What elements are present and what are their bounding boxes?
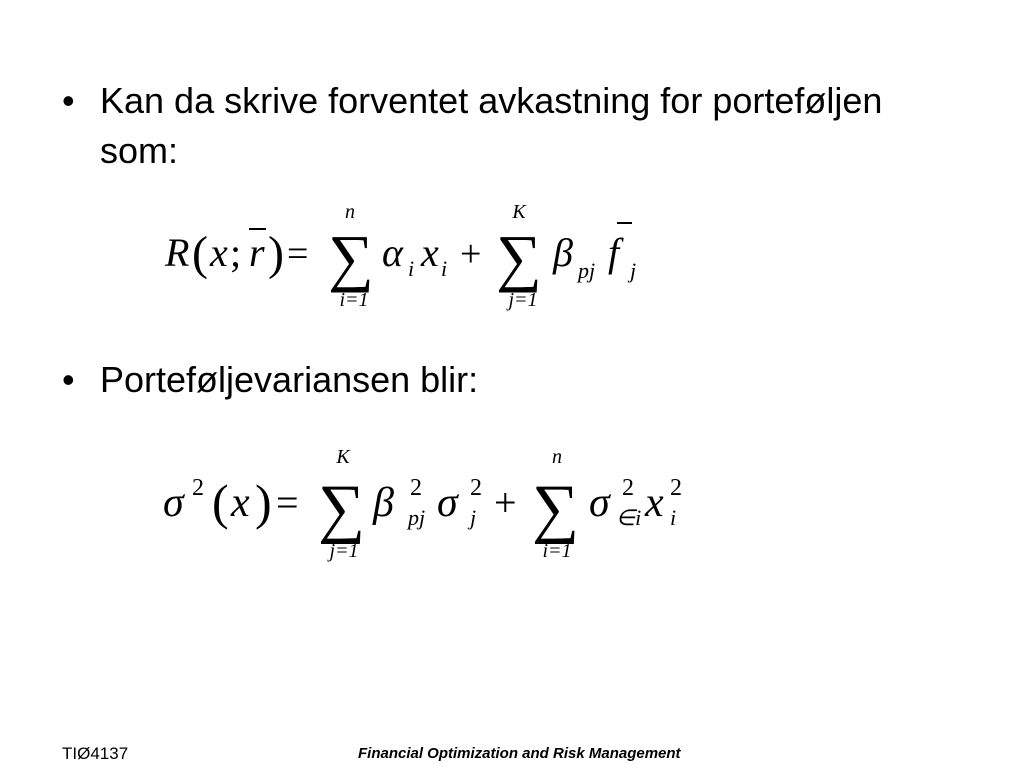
x-subscript: i — [670, 505, 677, 530]
sum-upper-limit: K — [336, 446, 350, 468]
bullet-1-line-1: Kan da skrive forventet avkastning for porteføljen — [100, 80, 883, 121]
bullet-1-line-2: som: — [100, 130, 179, 171]
svg-text:;: ; — [230, 230, 242, 275]
sum-lower-limit: j=1 — [329, 540, 359, 562]
sigma-j-superscript: 2 — [470, 475, 482, 501]
beta-superscript: 2 — [410, 475, 422, 501]
svg-text:R: R — [165, 230, 190, 275]
svg-text:=: = — [287, 233, 309, 275]
sigma-epsilon-symbol: σ — [589, 480, 610, 526]
svg-text:=: = — [276, 480, 299, 525]
sum-upper-limit: n — [552, 446, 562, 468]
svg-text:σ: σ — [163, 480, 184, 526]
footer-course-title: Financial Optimization and Risk Management — [358, 745, 681, 762]
svg-text:r: r — [249, 230, 265, 275]
beta-subscript: pj — [408, 505, 426, 530]
sum-symbol: ∑ — [532, 472, 580, 545]
svg-text:): ) — [255, 474, 272, 530]
sum-symbol: ∑ — [496, 222, 542, 293]
formula-1-sum-alpha — [328, 201, 447, 311]
alpha-symbol: α — [382, 230, 403, 275]
bullet-marker: • — [62, 80, 75, 121]
sum-symbol: ∑ — [328, 222, 374, 293]
beta-symbol: β — [373, 480, 394, 526]
formula-2-sum-beta — [318, 446, 482, 562]
plus-sign: + — [460, 233, 482, 275]
bullet-marker: • — [62, 359, 75, 400]
f-subscript: j — [630, 258, 637, 283]
sigma-epsilon-superscript: 2 — [622, 475, 634, 501]
beta-subscript: pj — [578, 258, 596, 283]
sigma-j-subscript: j — [470, 505, 477, 530]
sum-lower-limit: i=1 — [339, 289, 369, 311]
svg-text:x: x — [210, 230, 228, 275]
x-superscript: 2 — [670, 475, 682, 501]
svg-text:2: 2 — [192, 475, 204, 501]
beta-symbol: β — [553, 230, 573, 275]
expected-return-formula — [0, 195, 1024, 320]
sum-lower-limit: j=1 — [508, 289, 538, 311]
sum-upper-limit: n — [345, 201, 355, 223]
sum-upper-limit: K — [512, 201, 526, 223]
f-bar-variable: f — [608, 230, 620, 275]
x-variable: x — [645, 480, 664, 526]
svg-text:(: ( — [192, 227, 208, 280]
footer-course-code: TIØ4137 — [62, 744, 129, 763]
x-subscript: i — [441, 256, 448, 281]
portfolio-variance-formula — [0, 440, 1024, 575]
formula-2-lhs — [163, 474, 299, 530]
svg-text:(: ( — [212, 474, 229, 530]
plus-sign: + — [494, 480, 517, 525]
svg-text:x: x — [231, 480, 250, 526]
x-variable: x — [421, 230, 439, 275]
sigma-epsilon-subscript: ∈i — [616, 505, 642, 530]
formula-1-sum-beta — [496, 201, 636, 311]
sigma-j-symbol: σ — [437, 480, 458, 526]
sum-symbol: ∑ — [318, 472, 366, 545]
bullet-2-line-1: Porteføljevariansen blir: — [100, 359, 479, 400]
sum-lower-limit: i=1 — [542, 540, 572, 562]
svg-text:): ) — [268, 227, 284, 280]
alpha-subscript: i — [408, 256, 415, 281]
formula-2-sum-sigma — [532, 446, 682, 562]
formula-1-lhs — [164, 227, 308, 280]
